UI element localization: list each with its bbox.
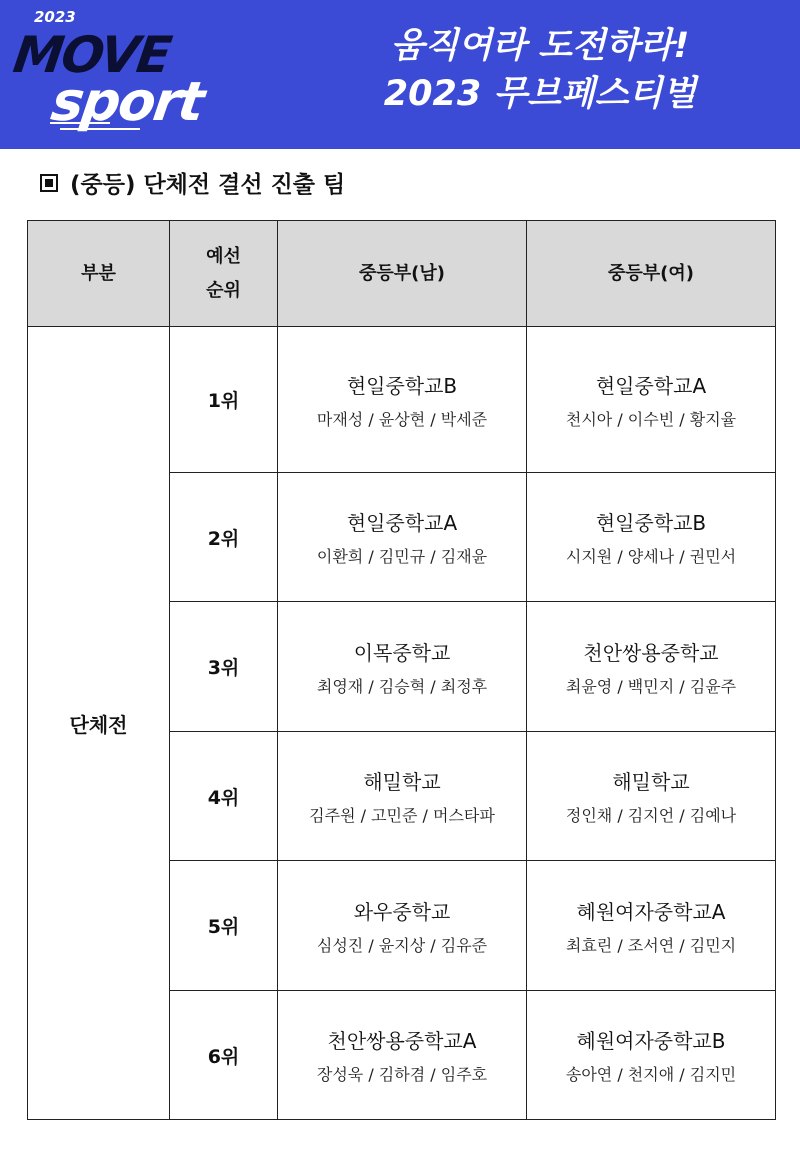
- girls-team-cell: [527, 991, 776, 1120]
- section-title-text: (중등) 단체전 결선 진출 팀: [70, 172, 346, 198]
- school-name: 혜원여자중학교B: [576, 1029, 726, 1053]
- team-members: 천시아 / 이수빈 / 황지율: [565, 409, 737, 429]
- school-name: 천안쌍용중학교A: [327, 1029, 477, 1053]
- table-header-row: [28, 221, 776, 327]
- school-name: 해밀학교: [612, 770, 690, 794]
- boys-team-cell: [278, 473, 527, 602]
- school-name: 해밀학교: [363, 770, 441, 794]
- team-members: 최영재 / 김승혁 / 최정후: [316, 676, 488, 696]
- header-girls: 중등부(여): [527, 221, 776, 327]
- girls-team-cell: [527, 602, 776, 732]
- rank-cell: 1위: [170, 327, 278, 473]
- festival-headline: [300, 22, 780, 118]
- header-banner: [0, 0, 800, 149]
- rank-cell: 6위: [170, 991, 278, 1120]
- headline-line-1: 움직여라 도전하라!: [390, 26, 690, 66]
- school-name: 현일중학교A: [595, 373, 707, 398]
- boys-team-cell: [278, 602, 527, 732]
- school-name: 혜원여자중학교A: [576, 899, 726, 924]
- boys-team-cell: [278, 327, 527, 473]
- team-members: 김주원 / 고민준 / 머스타파: [309, 806, 495, 825]
- team-members: 최효린 / 조서연 / 김민지: [565, 935, 737, 955]
- results-table: [27, 220, 776, 1120]
- square-icon: [40, 174, 58, 192]
- team-members: 시지원 / 양세나 / 권민서: [565, 547, 737, 566]
- team-members: 이환희 / 김민규 / 김재윤: [316, 547, 488, 566]
- logo-sport-text: sport: [47, 70, 207, 133]
- team-members: 장성욱 / 김하겸 / 임주호: [316, 1065, 488, 1084]
- school-name: 이목중학교: [353, 640, 451, 665]
- team-members: 정인채 / 김지언 / 김예나: [565, 806, 737, 825]
- header-rank: [170, 221, 278, 327]
- girls-team-cell: [527, 861, 776, 991]
- team-members: 송아연 / 천지애 / 김지민: [565, 1065, 737, 1084]
- logo-year: 2023: [34, 8, 76, 26]
- school-name: 현일중학교B: [346, 373, 458, 398]
- team-members: 최윤영 / 백민지 / 김윤주: [565, 676, 737, 696]
- team-members: 심성진 / 윤지상 / 김유준: [316, 935, 488, 955]
- girls-team-cell: [527, 327, 776, 473]
- school-name: 와우중학교: [353, 899, 451, 924]
- girls-team-cell: [527, 732, 776, 861]
- school-name: 현일중학교B: [595, 511, 707, 535]
- school-name: 현일중학교A: [346, 511, 458, 535]
- speed-lines-icon: [50, 120, 210, 134]
- division-cell: 단체전: [28, 327, 170, 1120]
- rank-cell: 4위: [170, 732, 278, 861]
- header-division: 부분: [28, 221, 170, 327]
- rank-cell: 2위: [170, 473, 278, 602]
- rank-cell: 3위: [170, 602, 278, 732]
- header-rank-line-2: 순위: [206, 279, 241, 301]
- headline-line-2: 2023 무브페스티벌: [383, 74, 697, 114]
- logo-move-text: MOVE: [9, 26, 174, 84]
- boys-team-cell: [278, 732, 527, 861]
- table-row: [28, 327, 776, 473]
- section-title: [40, 166, 345, 199]
- rank-cell: 5위: [170, 861, 278, 991]
- header-rank-line-1: 예선: [206, 245, 241, 267]
- team-members: 마재성 / 윤상현 / 박세준: [316, 409, 488, 429]
- header-boys: 중등부(남): [278, 221, 527, 327]
- boys-team-cell: [278, 861, 527, 991]
- school-name: 천안쌍용중학교: [583, 640, 719, 665]
- girls-team-cell: [527, 473, 776, 602]
- boys-team-cell: [278, 991, 527, 1120]
- move-sport-logo: [9, 8, 214, 140]
